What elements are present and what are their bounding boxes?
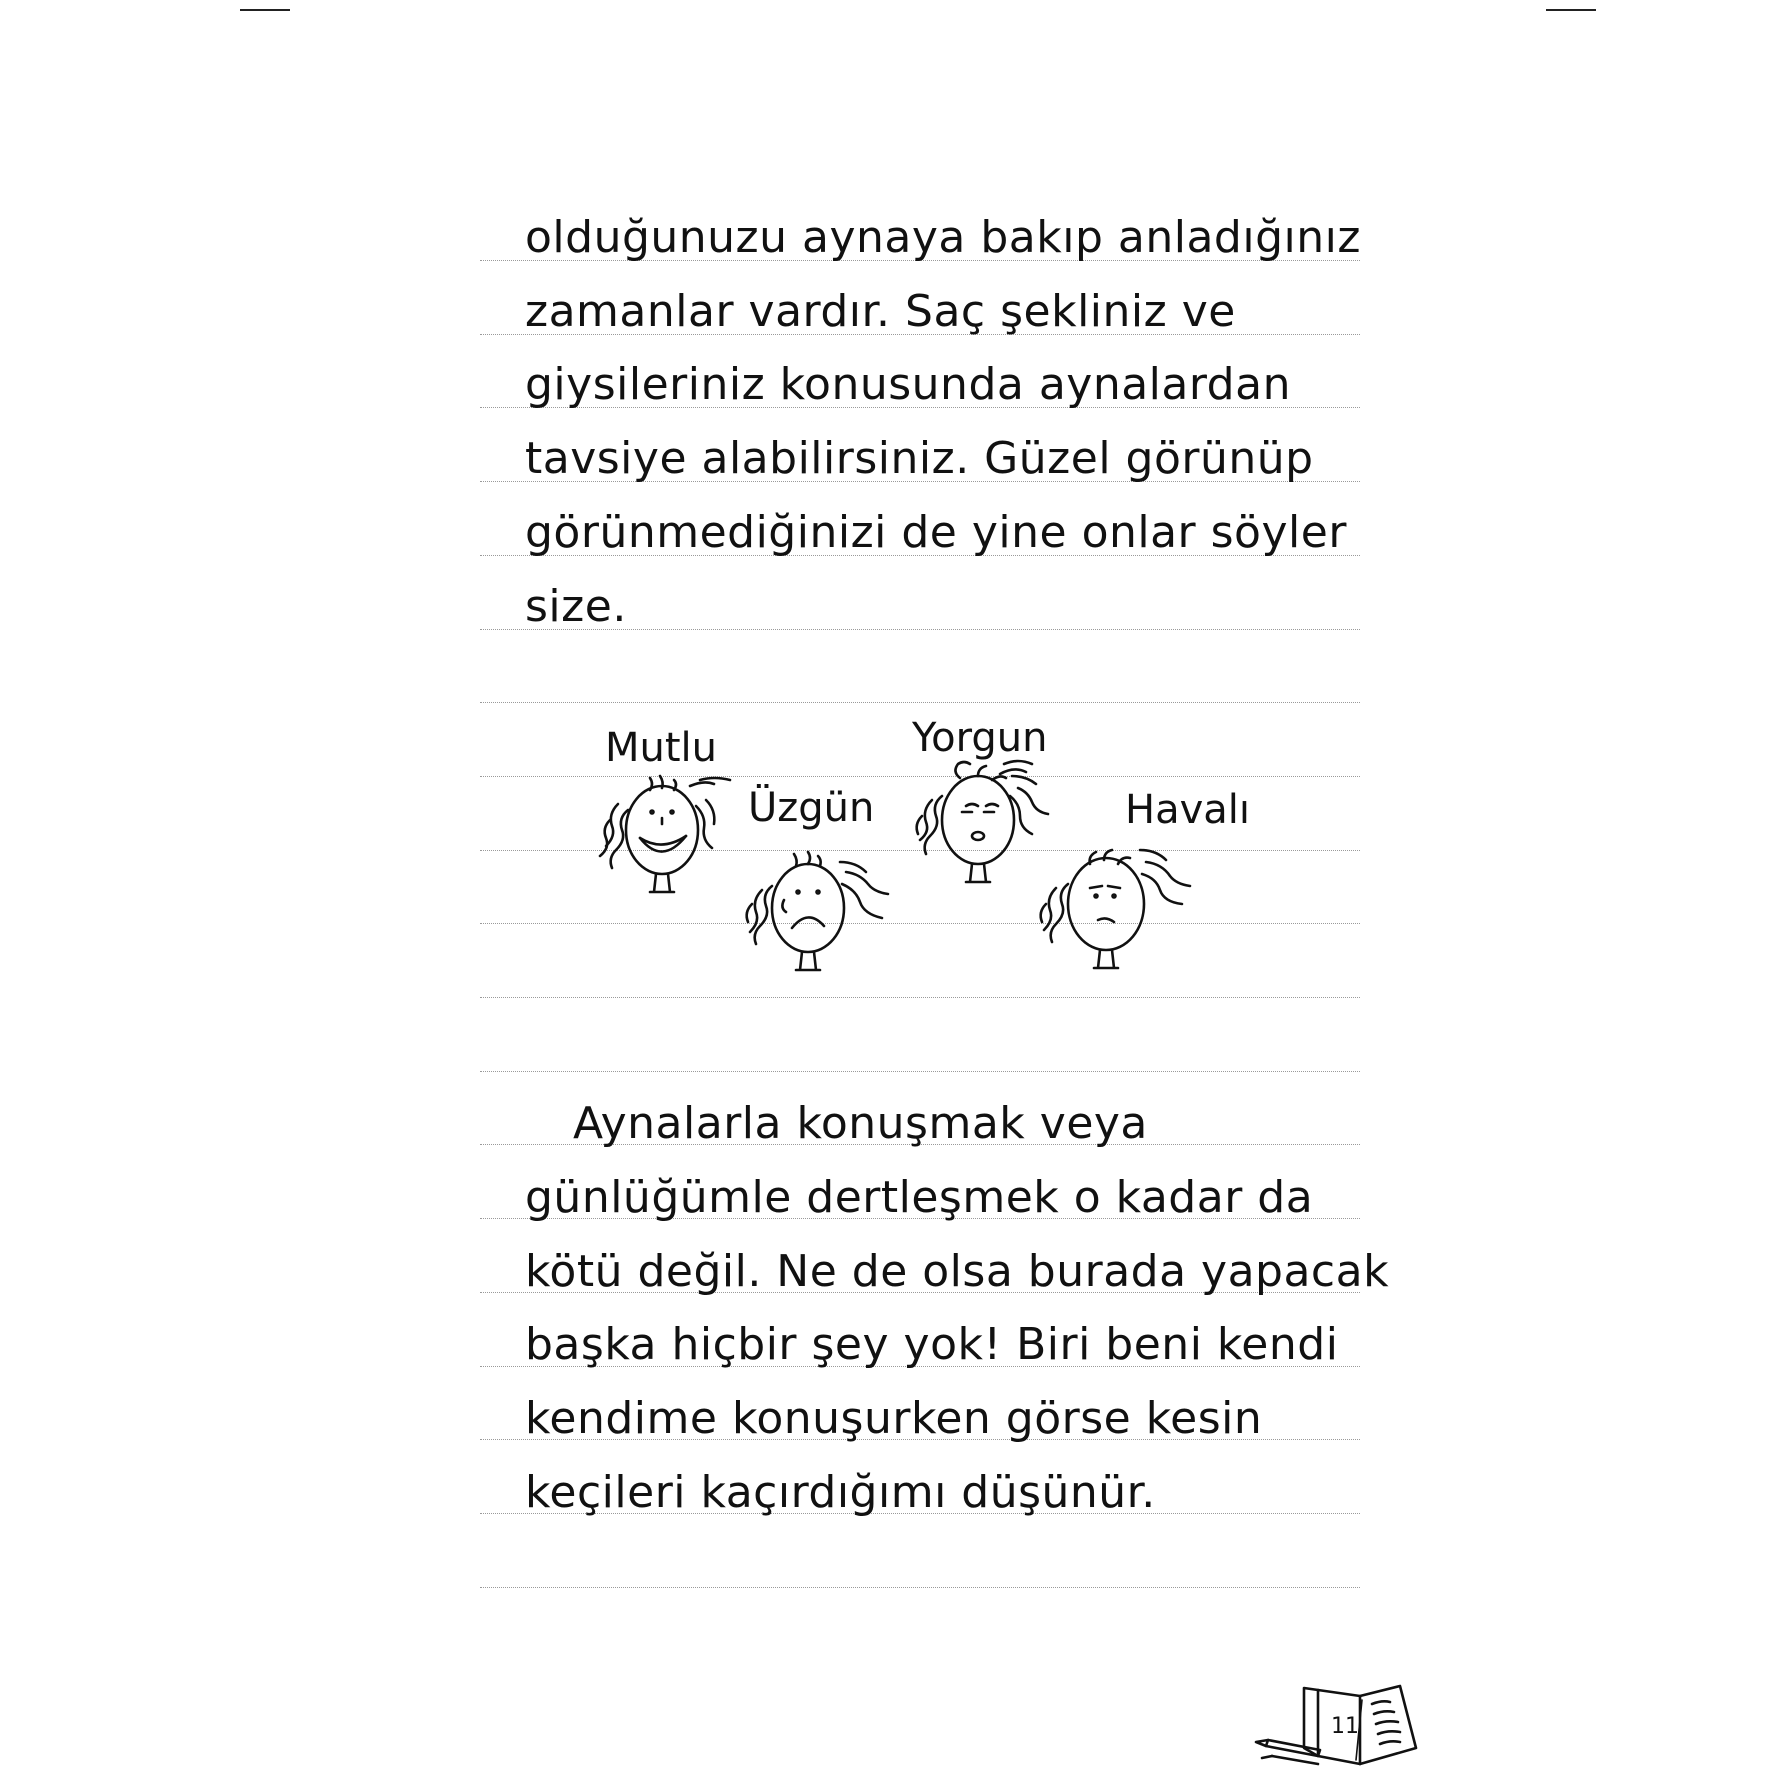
text-line: kendime konuşurken görse kesin [525, 1393, 1263, 1444]
text-line: keçileri kaçırdığımı düşünür. [525, 1467, 1156, 1518]
text-line: günlüğümle dertleşmek o kadar da [525, 1172, 1314, 1223]
text-line: tavsiye alabilirsiniz. Güzel görünüp [525, 433, 1314, 484]
page-number: 11 [1331, 1714, 1359, 1739]
sad-face-icon [747, 852, 888, 970]
mood-label-happy: Mutlu [605, 725, 718, 771]
cool-face-icon [1041, 850, 1190, 968]
text-line: görünmediğinizi de yine onlar söyler [525, 507, 1347, 558]
tired-face-icon [917, 761, 1048, 882]
text-line: Aynalarla konuşmak veya [573, 1098, 1148, 1149]
text-line: giysileriniz konusunda aynalardan [525, 359, 1291, 410]
text-line: başka hiçbir şey yok! Biri beni kendi [525, 1319, 1339, 1370]
mood-label-cool: Havalı [1125, 787, 1250, 833]
mood-label-tired: Yorgun [912, 715, 1048, 761]
text-line: zamanlar vardır. Saç şekliniz ve [525, 286, 1236, 337]
text-line: kötü değil. Ne de olsa burada yapacak [525, 1246, 1390, 1297]
happy-face-icon [600, 776, 730, 892]
text-line: size. [525, 581, 627, 632]
notebook-icon [1304, 1686, 1416, 1764]
mood-label-sad: Üzgün [748, 785, 875, 831]
text-line: olduğunuzu aynaya bakıp anladığınız [525, 212, 1361, 263]
